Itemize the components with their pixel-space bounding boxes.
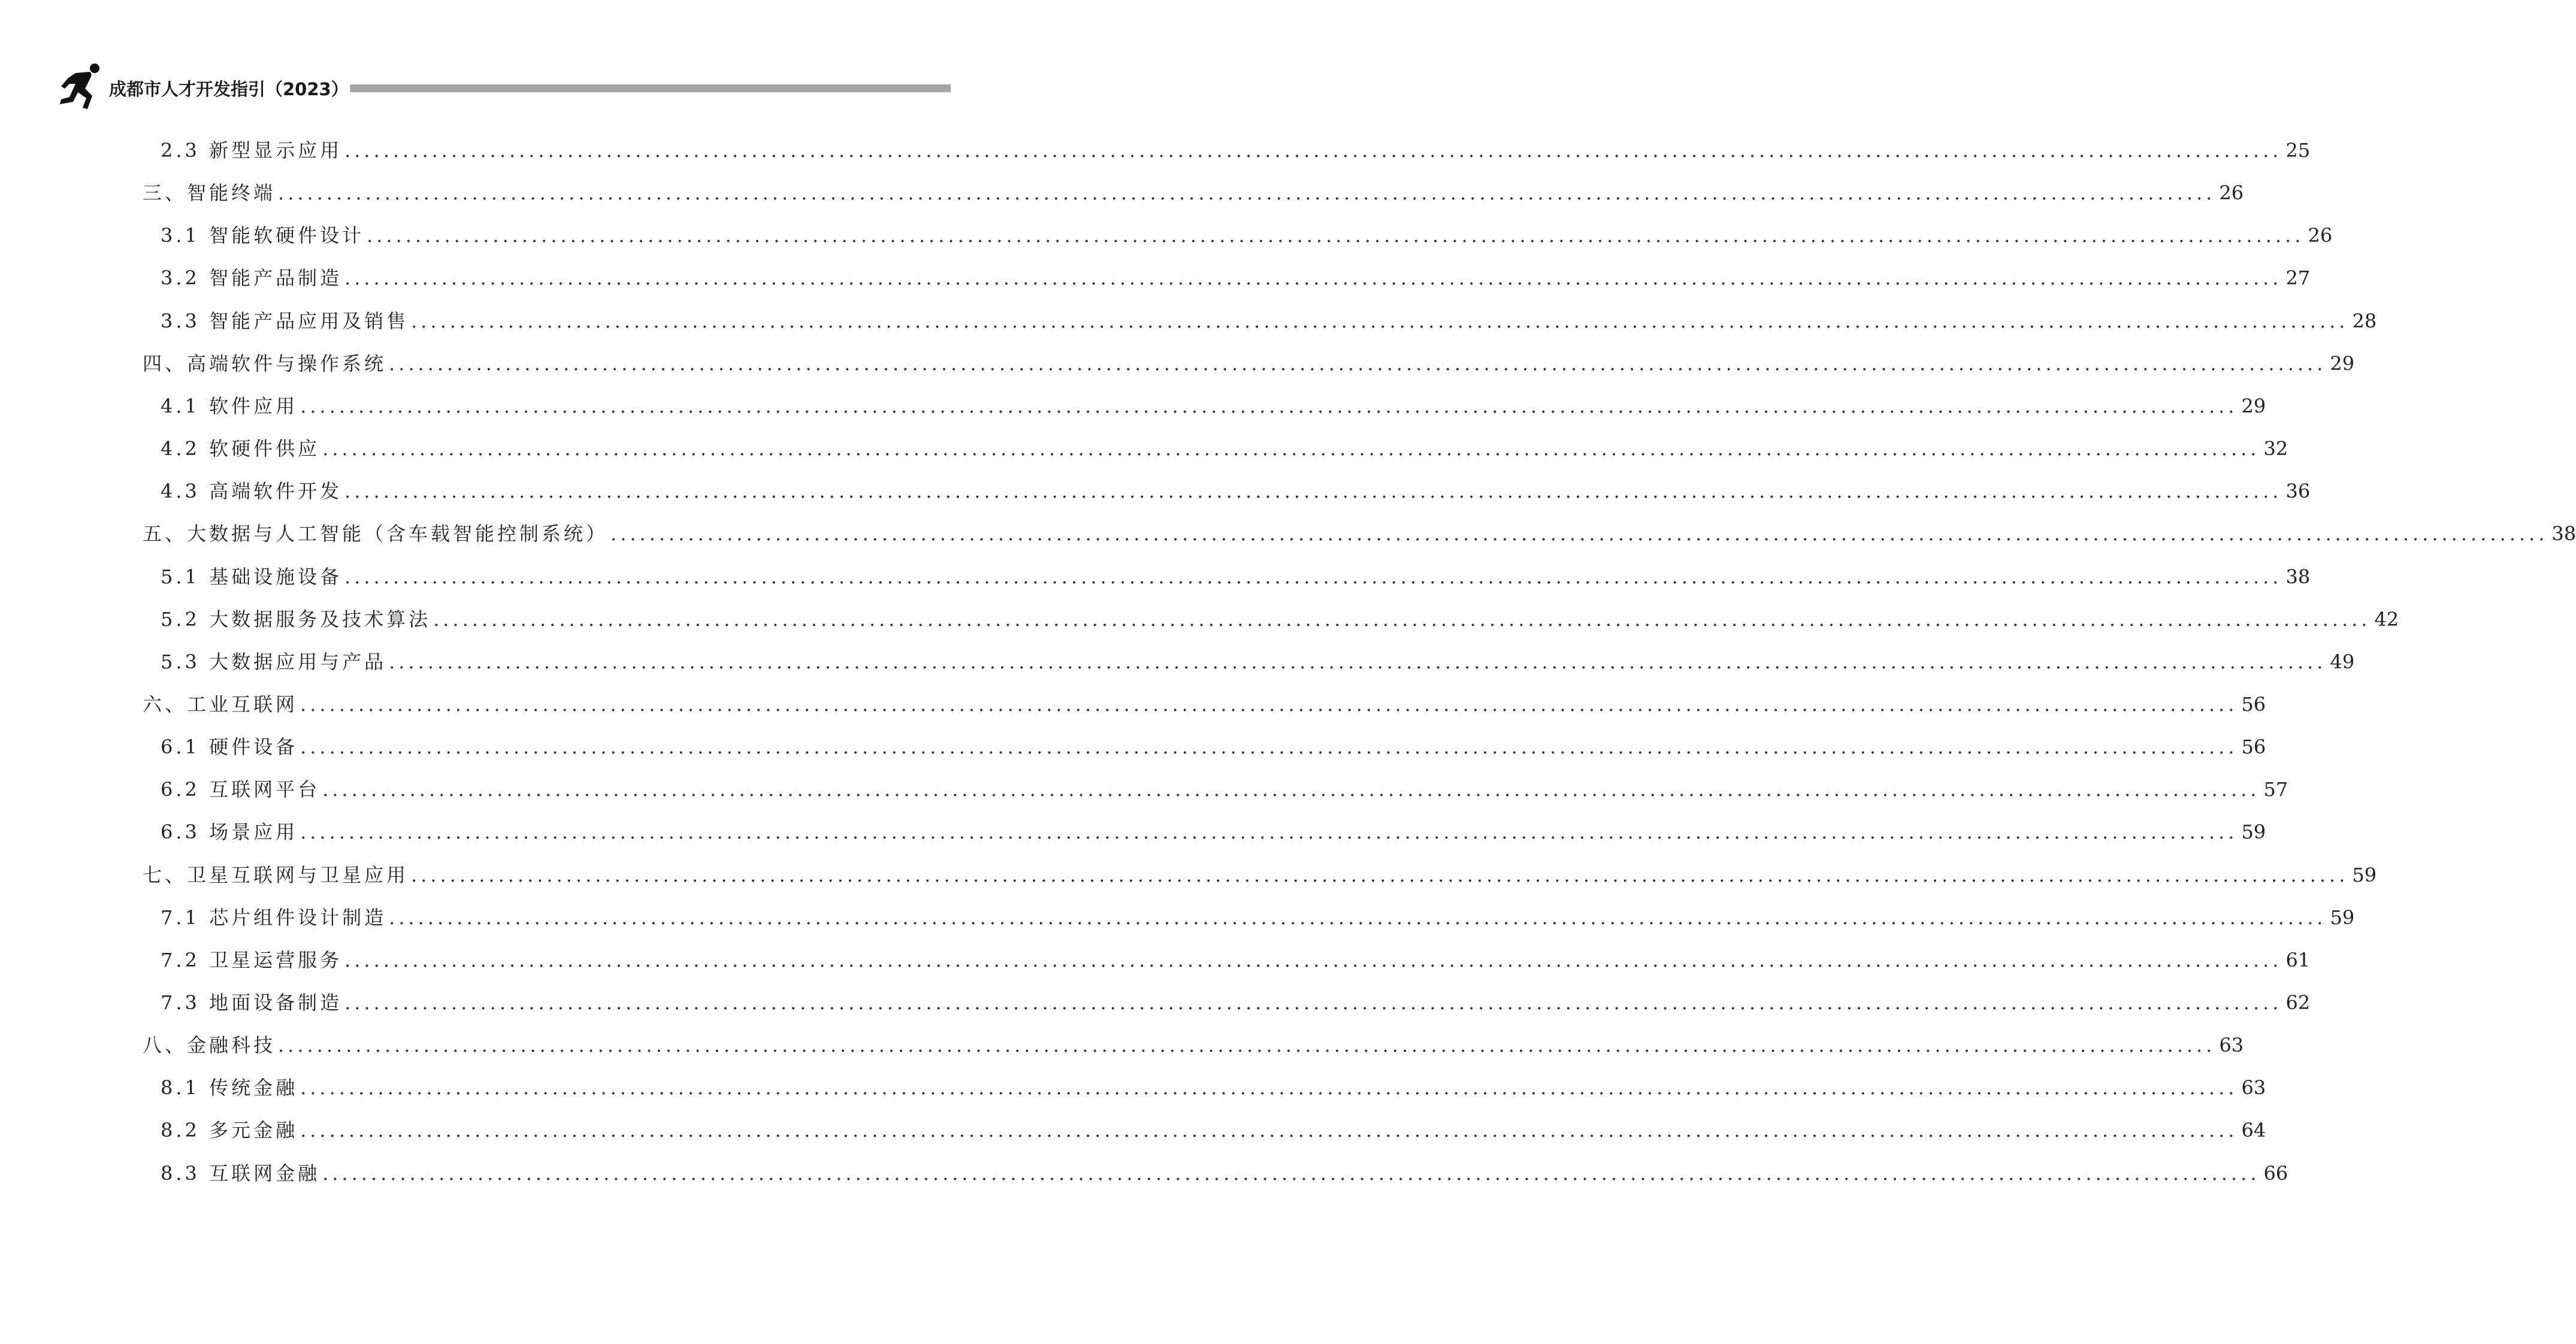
toc-dot-leader: ........................................................................................................................................................................................................ <box>344 480 2282 503</box>
toc-entry-title: 5.2 大数据服务及技术算法 <box>161 607 431 631</box>
toc-page-number: 59 <box>2352 863 2377 886</box>
document-title: 成都市人才开发指引（2023） <box>109 79 349 99</box>
running-person-icon <box>58 62 105 110</box>
toc-entry[interactable] <box>143 520 2576 547</box>
toc-entry[interactable] <box>161 606 2399 632</box>
toc-dot-leader: ........................................................................................................................................................................................................ <box>389 650 2327 673</box>
toc-dot-leader: ........................................................................................................................................................................................................ <box>344 948 2282 971</box>
toc-page-number: 59 <box>2241 821 2266 844</box>
toc-entry-title: 4.3 高端软件开发 <box>161 480 343 503</box>
toc-entry[interactable] <box>143 180 2244 206</box>
toc-page-number: 49 <box>2330 650 2355 673</box>
toc-page-number: 63 <box>2241 1076 2266 1100</box>
toc-page-number: 29 <box>2241 394 2266 417</box>
toc-entry[interactable] <box>161 776 2288 803</box>
toc-dot-leader: ........................................................................................................................................................................................................ <box>367 224 2305 247</box>
toc-dot-leader: ........................................................................................................................................................................................................ <box>322 437 2260 461</box>
toc-entry-title: 五、大数据与人工智能（含车载智能控制系统） <box>143 522 609 546</box>
toc-entry-title: 四、高端软件与操作系统 <box>143 352 387 375</box>
toc-page-number: 59 <box>2330 906 2355 929</box>
toc-page-number: 36 <box>2285 480 2311 503</box>
toc-entry[interactable] <box>161 1117 2266 1143</box>
toc-dot-leader: ........................................................................................................................................................................................................ <box>411 309 2349 332</box>
toc-entry[interactable] <box>161 1160 2288 1186</box>
toc-dot-leader: ........................................................................................................................................................................................................ <box>322 778 2260 801</box>
toc-entry-title: 六、工业互联网 <box>143 692 298 716</box>
toc-entry[interactable] <box>161 435 2288 462</box>
toc-entry-title: 3.2 智能产品制造 <box>161 267 343 290</box>
toc-page-number: 57 <box>2263 778 2288 801</box>
toc-page-number: 66 <box>2263 1161 2288 1185</box>
toc-entry-title: 3.3 智能产品应用及销售 <box>161 309 409 332</box>
toc-dot-leader: ........................................................................................................................................................................................................ <box>433 607 2371 631</box>
toc-dot-leader: ........................................................................................................................................................................................................ <box>278 181 2216 205</box>
toc-entry-title: 7.3 地面设备制造 <box>161 991 343 1014</box>
toc-dot-leader: ........................................................................................................................................................................................................ <box>344 139 2282 162</box>
toc-page-number: 64 <box>2241 1119 2266 1142</box>
toc-page-number: 63 <box>2219 1034 2244 1057</box>
toc-entry[interactable] <box>161 904 2355 931</box>
toc-page-number: 32 <box>2263 437 2288 461</box>
toc-page-number: 61 <box>2285 948 2311 971</box>
toc-entry-title: 6.3 场景应用 <box>161 821 298 844</box>
toc-entry[interactable] <box>143 1032 2244 1058</box>
toc-entry[interactable] <box>143 691 2266 718</box>
toc-entry-title: 7.1 芯片组件设计制造 <box>161 906 387 929</box>
toc-page-number: 26 <box>2308 224 2333 247</box>
toc-dot-leader: ........................................................................................................................................................................................................ <box>300 821 2238 844</box>
toc-dot-leader: ........................................................................................................................................................................................................ <box>322 1161 2260 1185</box>
toc-dot-leader: ........................................................................................................................................................................................................ <box>411 863 2349 886</box>
toc-dot-leader: ........................................................................................................................................................................................................ <box>344 991 2282 1014</box>
toc-dot-leader: ........................................................................................................................................................................................................ <box>389 352 2327 375</box>
toc-page-number: 38 <box>2551 522 2576 546</box>
toc-page-number: 29 <box>2330 352 2355 375</box>
toc-entry[interactable] <box>161 649 2355 675</box>
toc-entry-title: 3.1 智能软硬件设计 <box>161 224 365 247</box>
toc-entry-title: 5.3 大数据应用与产品 <box>161 650 387 673</box>
toc-page-number: 42 <box>2374 607 2399 631</box>
toc-dot-leader: ........................................................................................................................................................................................................ <box>344 267 2282 290</box>
toc-entry[interactable] <box>161 734 2266 760</box>
toc-page-number: 62 <box>2285 991 2311 1014</box>
toc-entry[interactable] <box>161 393 2266 419</box>
toc-page-number: 26 <box>2219 181 2244 205</box>
toc-dot-leader: ........................................................................................................................................................................................................ <box>300 1076 2238 1100</box>
toc-entry[interactable] <box>161 564 2311 590</box>
toc-page-number: 28 <box>2352 309 2377 332</box>
toc-page-number: 56 <box>2241 692 2266 716</box>
toc-entry[interactable] <box>161 478 2311 504</box>
toc-entry-title: 6.1 硬件设备 <box>161 735 298 759</box>
toc-entry[interactable] <box>161 308 2377 334</box>
toc-page-number: 56 <box>2241 735 2266 759</box>
toc-entry-title: 2.3 新型显示应用 <box>161 139 343 162</box>
page-header <box>0 0 951 114</box>
toc-entry-title: 三、智能终端 <box>143 181 276 205</box>
toc-entry-title: 8.3 互联网金融 <box>161 1161 321 1185</box>
toc-dot-leader: ........................................................................................................................................................................................................ <box>278 1034 2216 1057</box>
toc-entry-title: 七、卫星互联网与卫星应用 <box>143 863 409 886</box>
toc-dot-leader: ........................................................................................................................................................................................................ <box>610 522 2548 546</box>
toc-entry[interactable] <box>161 265 2311 291</box>
toc-entry-title: 8.1 传统金融 <box>161 1076 298 1100</box>
toc-dot-leader: ........................................................................................................................................................................................................ <box>300 394 2238 417</box>
toc-entry[interactable] <box>161 819 2266 845</box>
toc-entry[interactable] <box>161 1074 2266 1101</box>
toc-dot-leader: ........................................................................................................................................................................................................ <box>389 906 2327 929</box>
toc-entry-title: 8.2 多元金融 <box>161 1119 298 1142</box>
toc-dot-leader: ........................................................................................................................................................................................................ <box>300 735 2238 759</box>
toc-entry[interactable] <box>161 222 2333 249</box>
toc-entry-title: 4.2 软硬件供应 <box>161 437 321 461</box>
toc-entry-title: 八、金融科技 <box>143 1034 276 1057</box>
toc-page-number: 38 <box>2285 565 2311 588</box>
toc-entry[interactable] <box>161 989 2311 1016</box>
toc-entry[interactable] <box>161 947 2311 973</box>
toc-entry-title: 4.1 软件应用 <box>161 394 298 417</box>
toc-entry-title: 5.1 基础设施设备 <box>161 565 343 588</box>
header-divider-bar <box>350 84 951 92</box>
toc-dot-leader: ........................................................................................................................................................................................................ <box>300 1119 2238 1142</box>
toc-entry[interactable] <box>161 137 2311 164</box>
toc-dot-leader: ........................................................................................................................................................................................................ <box>344 565 2282 588</box>
toc-page-number: 27 <box>2285 267 2311 290</box>
toc-entry[interactable] <box>143 862 2377 888</box>
toc-dot-leader: ........................................................................................................................................................................................................ <box>300 692 2238 716</box>
toc-entry-title: 6.2 互联网平台 <box>161 778 321 801</box>
toc-entry[interactable] <box>143 350 2355 377</box>
toc-page-number: 25 <box>2285 139 2311 162</box>
toc-entry-title: 7.2 卫星运营服务 <box>161 948 343 971</box>
